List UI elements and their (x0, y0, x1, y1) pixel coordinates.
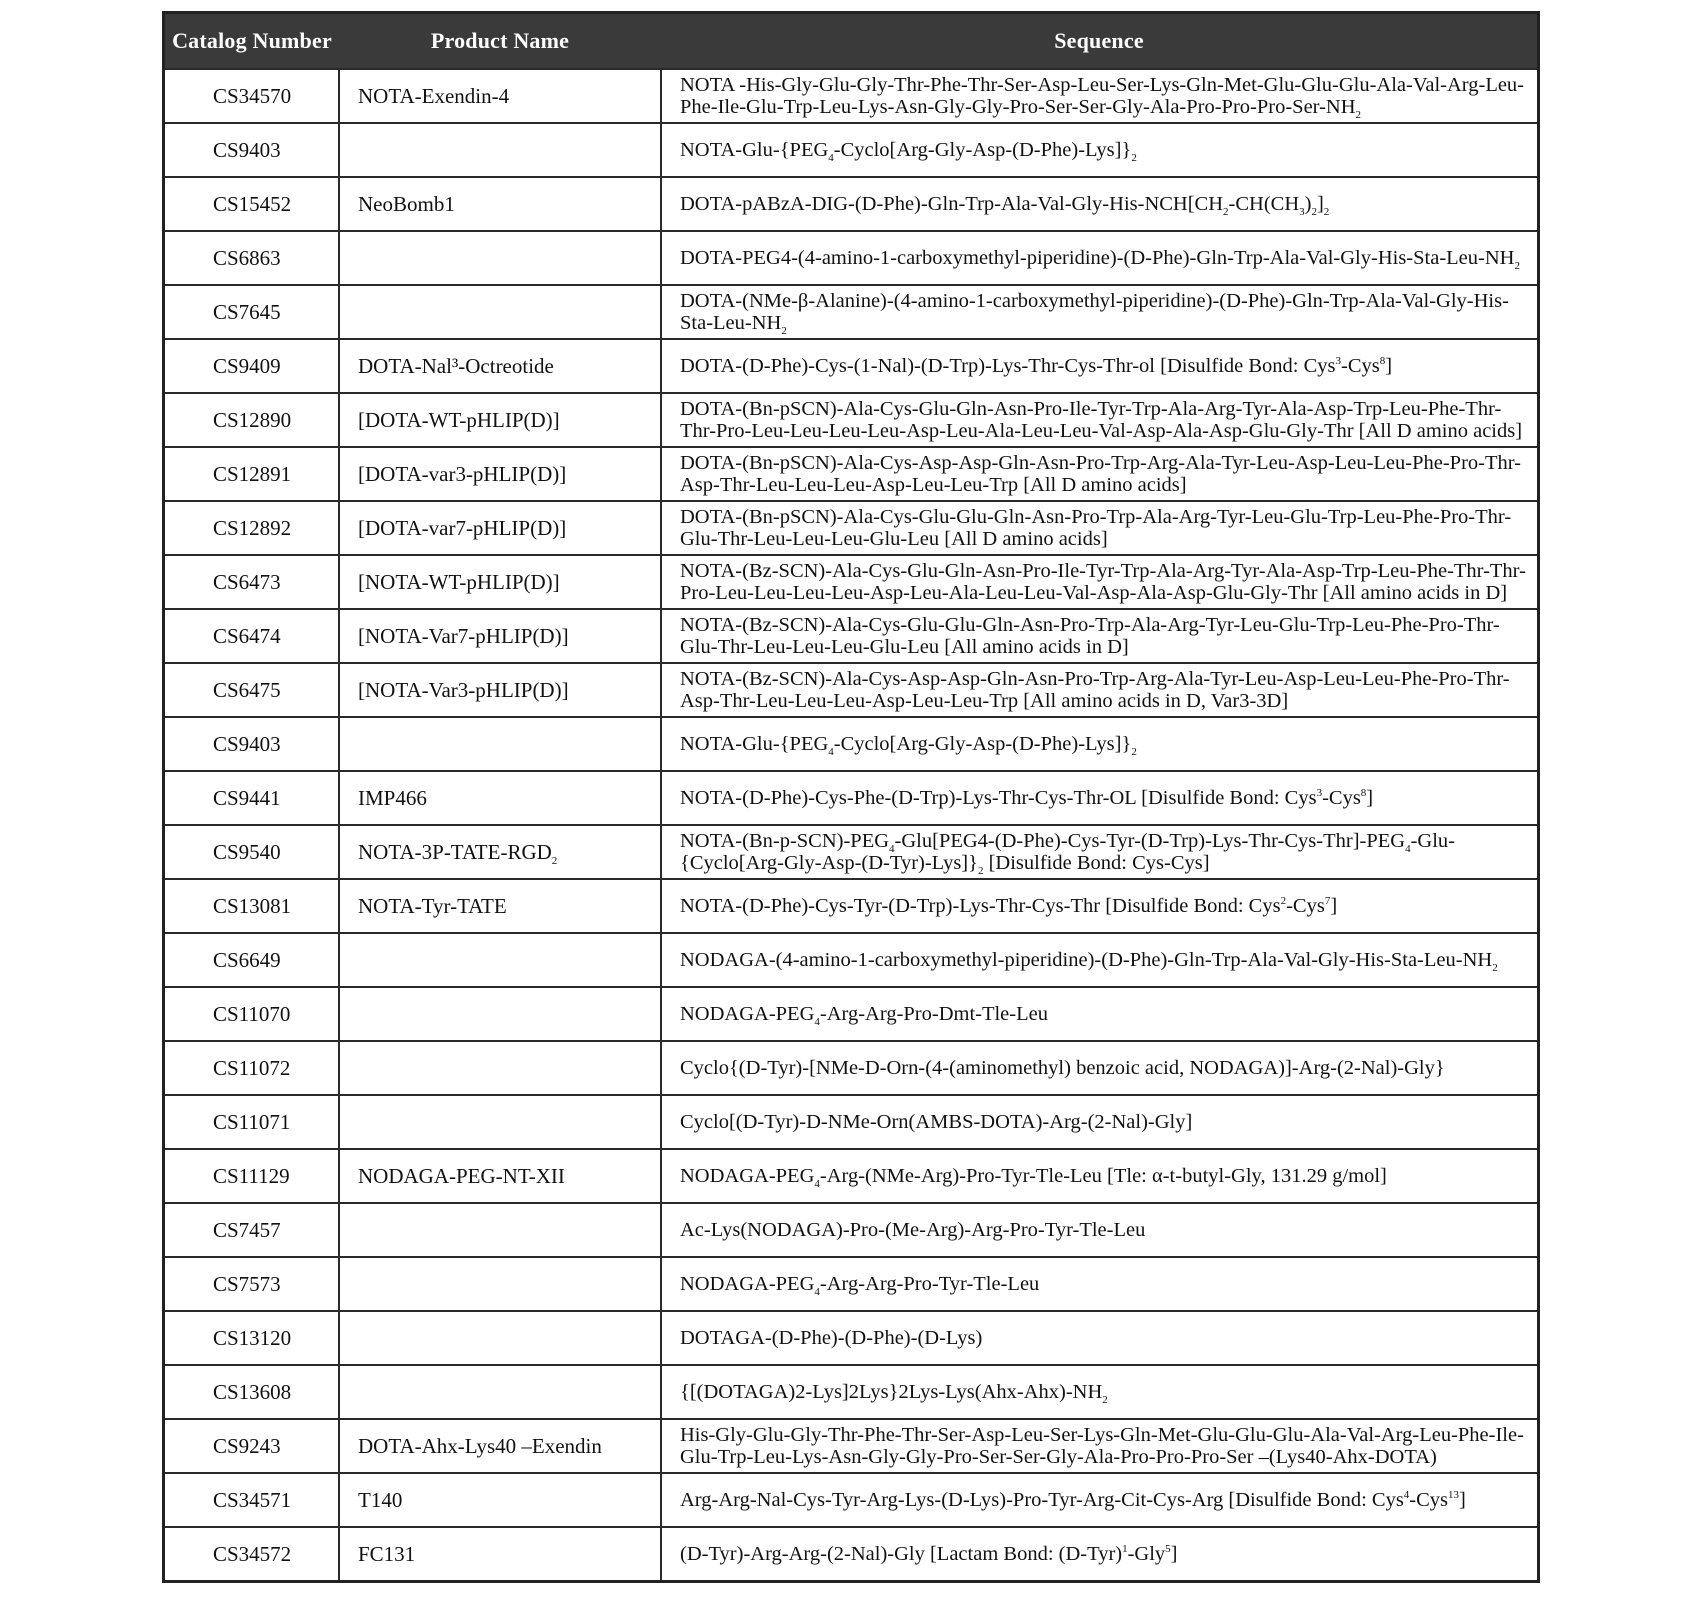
catalog-number-cell: CS34572 (165, 1527, 339, 1580)
catalog-number-cell: CS34570 (165, 69, 339, 123)
product-name-cell: NeoBomb1 (339, 177, 661, 231)
product-name-cell (339, 987, 661, 1041)
product-name-cell: [DOTA-var7-pHLIP(D)] (339, 501, 661, 555)
catalog-number-cell: CS13608 (165, 1365, 339, 1419)
table-row (165, 501, 1537, 555)
sequence-cell: Cyclo[(D-Tyr)-D-NMe-Orn(AMBS-DOTA)-Arg-(2-Nal)-Gly] (661, 1095, 1537, 1149)
product-name-cell (339, 1365, 661, 1419)
product-name-cell: T140 (339, 1473, 661, 1527)
catalog-number-cell: CS11071 (165, 1095, 339, 1149)
sequence-cell: NOTA-(Bz-SCN)-Ala-Cys-Glu-Glu-Gln-Asn-Pro-Trp-Ala-Arg-Tyr-Leu-Glu-Trp-Leu-Phe-Pro-Thr-Glu-Thr-Leu-Leu-Leu-Glu-Leu [All amino acids in D] (661, 609, 1537, 663)
table-row (165, 987, 1537, 1041)
catalog-number-cell: CS9540 (165, 825, 339, 879)
product-name-cell: NOTA-Exendin-4 (339, 69, 661, 123)
header-sequence: Sequence (661, 14, 1537, 69)
table-row (165, 1473, 1537, 1527)
sequence-cell: NOTA-(D-Phe)-Cys-Phe-(D-Trp)-Lys-Thr-Cys-Thr-OL [Disulfide Bond: Cys$^3$-Cys$^8$] (661, 771, 1537, 825)
sequence-cell: NOTA-(Bz-SCN)-Ala-Cys-Glu-Gln-Asn-Pro-Ile-Tyr-Trp-Ala-Arg-Tyr-Ala-Asp-Trp-Leu-Phe-Thr-Thr-Pro-Leu-Leu-Leu-Leu-Asp-Leu-Ala-Leu-Leu-Val-Asp-Ala-Asp-Glu-Gly-Thr [All amino acids in D] (661, 555, 1537, 609)
table-row (165, 663, 1537, 717)
table-row (165, 825, 1537, 879)
sequence-cell: DOTA-(Bn-pSCN)-Ala-Cys-Asp-Asp-Gln-Asn-Pro-Trp-Arg-Ala-Tyr-Leu-Asp-Leu-Leu-Phe-Pro-Thr-Asp-Thr-Leu-Leu-Leu-Asp-Leu-Leu-Trp [All D amino acids] (661, 447, 1537, 501)
table-row (165, 1149, 1537, 1203)
product-name-cell: [NOTA-Var3-pHLIP(D)] (339, 663, 661, 717)
table-row (165, 1041, 1537, 1095)
product-name-cell: NODAGA-PEG-NT-XII (339, 1149, 661, 1203)
sequence-cell: Arg-Arg-Nal-Cys-Tyr-Arg-Lys-(D-Lys)-Pro-Tyr-Arg-Cit-Cys-Arg [Disulfide Bond: Cys$^4$-Cys$^{13}$] (661, 1473, 1537, 1527)
table-row (165, 1257, 1537, 1311)
catalog-number-cell: CS11129 (165, 1149, 339, 1203)
product-name-cell: FC131 (339, 1527, 661, 1580)
catalog-number-cell: CS6649 (165, 933, 339, 987)
catalog-number-cell: CS7573 (165, 1257, 339, 1311)
sequence-cell: DOTA-(Bn-pSCN)-Ala-Cys-Glu-Gln-Asn-Pro-Ile-Tyr-Trp-Ala-Arg-Tyr-Ala-Asp-Trp-Leu-Phe-Thr-Thr-Pro-Leu-Leu-Leu-Leu-Asp-Leu-Ala-Leu-Leu-Val-Asp-Ala-Asp-Glu-Gly-Thr [All D amino acids] (661, 393, 1537, 447)
catalog-number-cell: CS12890 (165, 393, 339, 447)
product-name-cell: DOTA-Ahx-Lys40 –Exendin (339, 1419, 661, 1473)
table-row (165, 123, 1537, 177)
sequence-cell: Ac-Lys(NODAGA)-Pro-(Me-Arg)-Arg-Pro-Tyr-Tle-Leu (661, 1203, 1537, 1257)
catalog-number-cell: CS6474 (165, 609, 339, 663)
product-name-cell: IMP466 (339, 771, 661, 825)
sequence-cell: NOTA -His-Gly-Glu-Gly-Thr-Phe-Thr-Ser-Asp-Leu-Ser-Lys-Gln-Met-Glu-Glu-Glu-Ala-Val-Arg-Leu-Phe-Ile-Glu-Trp-Leu-Lys-Asn-Gly-Gly$-Pro-Ser-Ser-Gly-Ala-Pro-Pro-Pro-Ser-NH_2$ (661, 69, 1537, 123)
table-row (165, 393, 1537, 447)
sequence-cell: (D-Tyr)-Arg-Arg-(2-Nal)-Gly [Lactam Bond: $(D-Tyr)^1-Gly^5$] (661, 1527, 1537, 1580)
sequence-cell: NODAGA-$(4-amino-1-carboxymethyl-piperidine)-(D-Phe)-Gln-Trp-Ala-Val-Gly-His-Sta-Leu-NH_2$ (661, 933, 1537, 987)
product-name-cell: NOTA-$3P-TATE-RGD_2$ (339, 825, 661, 879)
catalog-number-cell: CS15452 (165, 177, 339, 231)
table-row (165, 717, 1537, 771)
table-row (165, 231, 1537, 285)
product-name-cell: [NOTA-WT-pHLIP(D)] (339, 555, 661, 609)
product-name-cell (339, 1041, 661, 1095)
catalog-number-cell: CS13081 (165, 879, 339, 933)
table-row (165, 69, 1537, 123)
header-row (165, 14, 1537, 69)
catalog-number-cell: CS9409 (165, 339, 339, 393)
table-row (165, 1095, 1537, 1149)
catalog-number-cell: CS9403 (165, 717, 339, 771)
table-row (165, 285, 1537, 339)
product-name-cell: [NOTA-Var7-pHLIP(D)] (339, 609, 661, 663)
product-name-cell: [DOTA-WT-pHLIP(D)] (339, 393, 661, 447)
sequence-cell: NOTA-(D-Phe)-Cys-Tyr-(D-Trp)-Lys-Thr-Cys-Thr [Disulfide Bond: Cys$^2$-Cys$^7$] (661, 879, 1537, 933)
table-row (165, 339, 1537, 393)
product-name-cell (339, 1257, 661, 1311)
product-table (165, 14, 1537, 1580)
table-row (165, 933, 1537, 987)
product-table-container (162, 11, 1540, 1583)
product-name-cell (339, 717, 661, 771)
catalog-number-cell: CS13120 (165, 1311, 339, 1365)
sequence-cell: NOTA-(Bz-SCN)-Ala-Cys-Asp-Asp-Gln-Asn-Pro-Trp-Arg-Ala-Tyr-Leu-Asp-Leu-Leu-Phe-Pro-Thr-Asp-Thr-Leu-Leu-Leu-Asp-Leu-Leu-Trp [All amino acids in D, Var3-3D] (661, 663, 1537, 717)
catalog-number-cell: CS12891 (165, 447, 339, 501)
table-header (165, 14, 1537, 69)
header-product-name: Product Name (339, 14, 661, 69)
table-row (165, 177, 1537, 231)
sequence-cell: DOTA-$(NMe-\beta-Alanine)-(4-amino-1-carboxymethyl-piperidine)-(D-Phe)-Gln-Trp-Ala-Val-Gly-His-Sta-Leu-NH_2$ (661, 285, 1537, 339)
product-name-cell (339, 285, 661, 339)
sequence-cell: DOTA-$PEG4-(4-amino-1-carboxymethyl-piperidine)-(D-Phe)-Gln-Trp-Ala-Val-Gly-His-Sta-Leu-NH_2$ (661, 231, 1537, 285)
sequence-cell: NODAGA-$PEG_4-Arg-Arg-Pro-Tyr-Tle$-Leu (661, 1257, 1537, 1311)
table-row (165, 1527, 1537, 1580)
product-name-cell (339, 1203, 661, 1257)
sequence-cell: Cyclo{(D-Tyr)-[NMe-D-Orn-(4-(aminomethyl) benzoic acid, NODAGA)]-Arg-(2-Nal)-Gly} (661, 1041, 1537, 1095)
catalog-number-cell: CS9403 (165, 123, 339, 177)
catalog-number-cell: CS9441 (165, 771, 339, 825)
sequence-cell: DOTA-(Bn-pSCN)-Ala-Cys-Glu-Glu-Gln-Asn-Pro-Trp-Ala-Arg-Tyr-Leu-Glu-Trp-Leu-Phe-Pro-Thr-Glu-Thr-Leu-Leu-Leu-Glu-Leu [All D amino acids] (661, 501, 1537, 555)
catalog-number-cell: CS11070 (165, 987, 339, 1041)
sequence-cell: $\{[(DOTAGA)2-Lys]2Lys\}2Lys-Lys(Ahx-Ahx)-NH_2$ (661, 1365, 1537, 1419)
sequence-cell: DOTAGA-(D-Phe)-(D-Phe)-(D-Lys) (661, 1311, 1537, 1365)
catalog-number-cell: CS7645 (165, 285, 339, 339)
table-row (165, 771, 1537, 825)
catalog-number-cell: CS12892 (165, 501, 339, 555)
product-name-cell (339, 123, 661, 177)
product-name-cell (339, 1311, 661, 1365)
header-catalog-number: Catalog Number (165, 14, 339, 69)
catalog-number-cell: CS9243 (165, 1419, 339, 1473)
product-name-cell: DOTA-Nal³-Octreotide (339, 339, 661, 393)
table-row (165, 879, 1537, 933)
table-row (165, 1311, 1537, 1365)
table-body (165, 69, 1537, 1580)
sequence-cell: DOTA-(D-Phe)-Cys-(1-Nal)-(D-Trp)-Lys-Thr-Cys-Thr-ol [Disulfide Bond: Cys$^3$-Cys$^8$] (661, 339, 1537, 393)
table-row (165, 609, 1537, 663)
table-row (165, 447, 1537, 501)
product-name-cell (339, 1095, 661, 1149)
table-row (165, 555, 1537, 609)
catalog-number-cell: CS34571 (165, 1473, 339, 1527)
catalog-number-cell: CS11072 (165, 1041, 339, 1095)
sequence-cell: NOTA-$Glu-\{PEG_4-Cyclo[Arg-Gly-Asp-(D-Phe)-Lys]\}_2$ (661, 717, 1537, 771)
catalog-number-cell: CS6473 (165, 555, 339, 609)
sequence-cell: NOTA-$(Bn-p-SCN)-PEG_4-Glu[PEG4-(D-Phe)-Cys-Tyr-(D-Trp)-Lys-Thr-Cys-Thr]-PEG_4-Glu-\{Cyclo[Arg-Gly-Asp-(D-Tyr)-Lys]\}_2$ [Disulfide Bond: Cys-Cys] (661, 825, 1537, 879)
product-name-cell: [DOTA-var3-pHLIP(D)] (339, 447, 661, 501)
catalog-number-cell: CS7457 (165, 1203, 339, 1257)
catalog-number-cell: CS6863 (165, 231, 339, 285)
sequence-cell: DOTA-$pABzA-DIG-(D-Phe)-Gln-Trp-Ala-Val-Gly-His-NCH[CH_2-CH(CH_3)_2]_2$ (661, 177, 1537, 231)
sequence-cell: NOTA-$Glu-\{PEG_4-Cyclo[Arg-Gly-Asp-(D-Phe)-Lys]\}_2$ (661, 123, 1537, 177)
product-name-cell: NOTA-Tyr-TATE (339, 879, 661, 933)
product-name-cell (339, 231, 661, 285)
sequence-cell: NODAGA-$PEG_4-Arg-Arg-Pro-Dmt-Tle$-Leu (661, 987, 1537, 1041)
table-row (165, 1203, 1537, 1257)
catalog-number-cell: CS6475 (165, 663, 339, 717)
sequence-cell: NODAGA-$PEG_4-Arg-(NMe-Arg)-Pro-Tyr-Tle$-Leu [Tle: α-t-butyl-Gly, 131.29 g/mol] (661, 1149, 1537, 1203)
product-name-cell (339, 933, 661, 987)
table-row (165, 1419, 1537, 1473)
table-row (165, 1365, 1537, 1419)
sequence-cell: His-Gly-Glu-Gly-Thr-Phe-Thr-Ser-Asp-Leu-Ser-Lys-Gln-Met-Glu-Glu-Glu-Ala-Val-Arg-Leu-Phe-Ile-Glu-Trp-Leu-Lys-Asn-Gly-Gly-Pro-Ser-Ser-Gly-Ala-Pro-Pro-Pro-Ser –(Lys40-Ahx-DOTA) (661, 1419, 1537, 1473)
